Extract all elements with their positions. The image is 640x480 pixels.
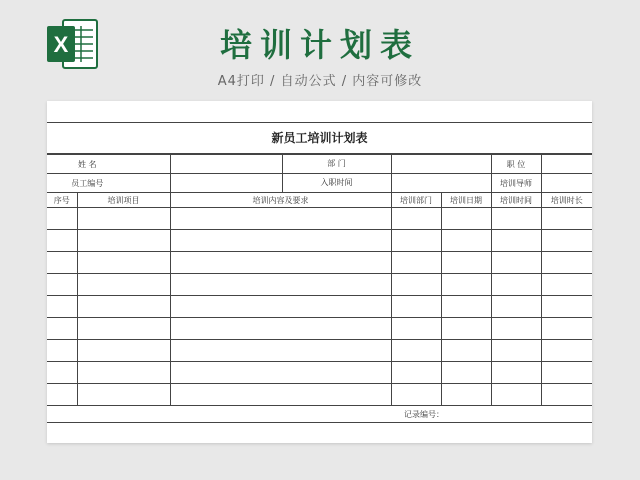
col-header: 培训日期 bbox=[441, 193, 491, 208]
table-cell[interactable] bbox=[77, 340, 170, 362]
table-cell[interactable] bbox=[170, 208, 391, 230]
position-label: 职 位 bbox=[491, 155, 541, 174]
column-header-row bbox=[47, 193, 592, 208]
table-row bbox=[47, 362, 592, 384]
table-cell[interactable] bbox=[491, 274, 541, 296]
table-cell[interactable] bbox=[47, 252, 77, 274]
mentor-value[interactable] bbox=[541, 174, 592, 193]
table-row bbox=[47, 384, 592, 406]
col-header: 培训时间 bbox=[491, 193, 541, 208]
table-cell[interactable] bbox=[77, 384, 170, 406]
table-cell[interactable] bbox=[47, 208, 77, 230]
table-cell[interactable] bbox=[47, 274, 77, 296]
col-header: 培训部门 bbox=[391, 193, 441, 208]
table-row bbox=[47, 340, 592, 362]
col-header: 培训内容及要求 bbox=[170, 193, 391, 208]
table-row bbox=[47, 230, 592, 252]
table-row bbox=[47, 318, 592, 340]
table-cell[interactable] bbox=[441, 230, 491, 252]
table-cell[interactable] bbox=[441, 362, 491, 384]
table-cell[interactable] bbox=[47, 318, 77, 340]
table-cell[interactable] bbox=[541, 252, 592, 274]
hire-date-label: 入职时间 bbox=[320, 178, 353, 187]
table-cell[interactable] bbox=[541, 384, 592, 406]
table-row bbox=[47, 208, 592, 230]
table-cell[interactable] bbox=[391, 274, 441, 296]
table-cell[interactable] bbox=[170, 362, 391, 384]
table-cell[interactable] bbox=[391, 384, 441, 406]
form-sheet bbox=[47, 101, 592, 443]
name-value[interactable] bbox=[171, 155, 283, 173]
table-cell[interactable] bbox=[170, 318, 391, 340]
table-cell[interactable] bbox=[170, 296, 391, 318]
table-cell[interactable] bbox=[441, 296, 491, 318]
table-cell[interactable] bbox=[391, 230, 441, 252]
name-label: 姓 名 bbox=[47, 155, 170, 174]
table-cell[interactable] bbox=[47, 340, 77, 362]
col-header: 培训时长 bbox=[541, 193, 592, 208]
table-row bbox=[47, 252, 592, 274]
table-cell[interactable] bbox=[77, 208, 170, 230]
table-cell[interactable] bbox=[391, 208, 441, 230]
page-subtitle: A4打印 / 自动公式 / 内容可修改 bbox=[217, 74, 423, 89]
table-cell[interactable] bbox=[491, 362, 541, 384]
table-cell[interactable] bbox=[541, 208, 592, 230]
table-cell[interactable] bbox=[441, 252, 491, 274]
col-header: 培训项目 bbox=[77, 193, 170, 208]
table-cell[interactable] bbox=[170, 230, 391, 252]
table-cell[interactable] bbox=[77, 296, 170, 318]
page-title: 培训计划表 bbox=[219, 26, 420, 64]
table-cell[interactable] bbox=[391, 340, 441, 362]
record-row bbox=[47, 406, 592, 423]
table-cell[interactable] bbox=[541, 318, 592, 340]
table-row bbox=[47, 296, 592, 318]
table-cell[interactable] bbox=[491, 384, 541, 406]
table-cell[interactable] bbox=[170, 384, 391, 406]
table-cell[interactable] bbox=[541, 274, 592, 296]
table-cell[interactable] bbox=[441, 208, 491, 230]
table-cell[interactable] bbox=[47, 296, 77, 318]
logo-letter: X bbox=[53, 32, 69, 57]
table-cell[interactable] bbox=[541, 296, 592, 318]
table-cell[interactable] bbox=[391, 318, 441, 340]
table-row bbox=[47, 274, 592, 296]
table-cell[interactable] bbox=[77, 362, 170, 384]
table-cell[interactable] bbox=[77, 252, 170, 274]
table-cell[interactable] bbox=[47, 384, 77, 406]
info-row-2 bbox=[47, 174, 592, 193]
table-cell[interactable] bbox=[541, 362, 592, 384]
table-cell[interactable] bbox=[491, 230, 541, 252]
employee-id-label: 员工编号 bbox=[47, 174, 170, 193]
table-cell[interactable] bbox=[441, 384, 491, 406]
mentor-label: 培训导师 bbox=[491, 174, 541, 193]
hire-date-value[interactable] bbox=[391, 174, 491, 193]
table-cell[interactable] bbox=[491, 296, 541, 318]
employee-id-value[interactable] bbox=[171, 174, 283, 192]
col-header: 序号 bbox=[47, 193, 77, 208]
table-cell[interactable] bbox=[441, 274, 491, 296]
record-number-label: 记录编号： bbox=[47, 406, 592, 423]
table-cell[interactable] bbox=[541, 340, 592, 362]
form-title: 新员工培训计划表 bbox=[47, 122, 592, 154]
table-cell[interactable] bbox=[441, 340, 491, 362]
table-cell[interactable] bbox=[77, 274, 170, 296]
table-cell[interactable] bbox=[491, 340, 541, 362]
table-cell[interactable] bbox=[47, 362, 77, 384]
table-cell[interactable] bbox=[391, 296, 441, 318]
table-cell[interactable] bbox=[491, 318, 541, 340]
table-cell[interactable] bbox=[170, 252, 391, 274]
info-row-1 bbox=[47, 155, 592, 174]
table-cell[interactable] bbox=[541, 230, 592, 252]
table-cell[interactable] bbox=[441, 318, 491, 340]
department-label: 部 门 bbox=[327, 159, 346, 168]
position-value[interactable] bbox=[541, 155, 592, 174]
department-value[interactable] bbox=[391, 155, 491, 174]
table-cell[interactable] bbox=[77, 318, 170, 340]
table-cell[interactable] bbox=[47, 230, 77, 252]
table-cell[interactable] bbox=[77, 230, 170, 252]
table-cell[interactable] bbox=[170, 274, 391, 296]
table-cell[interactable] bbox=[391, 252, 441, 274]
table-cell[interactable] bbox=[391, 362, 441, 384]
table-cell[interactable] bbox=[491, 252, 541, 274]
table-cell[interactable] bbox=[170, 340, 391, 362]
table-cell[interactable] bbox=[491, 208, 541, 230]
training-plan-table bbox=[47, 154, 592, 423]
